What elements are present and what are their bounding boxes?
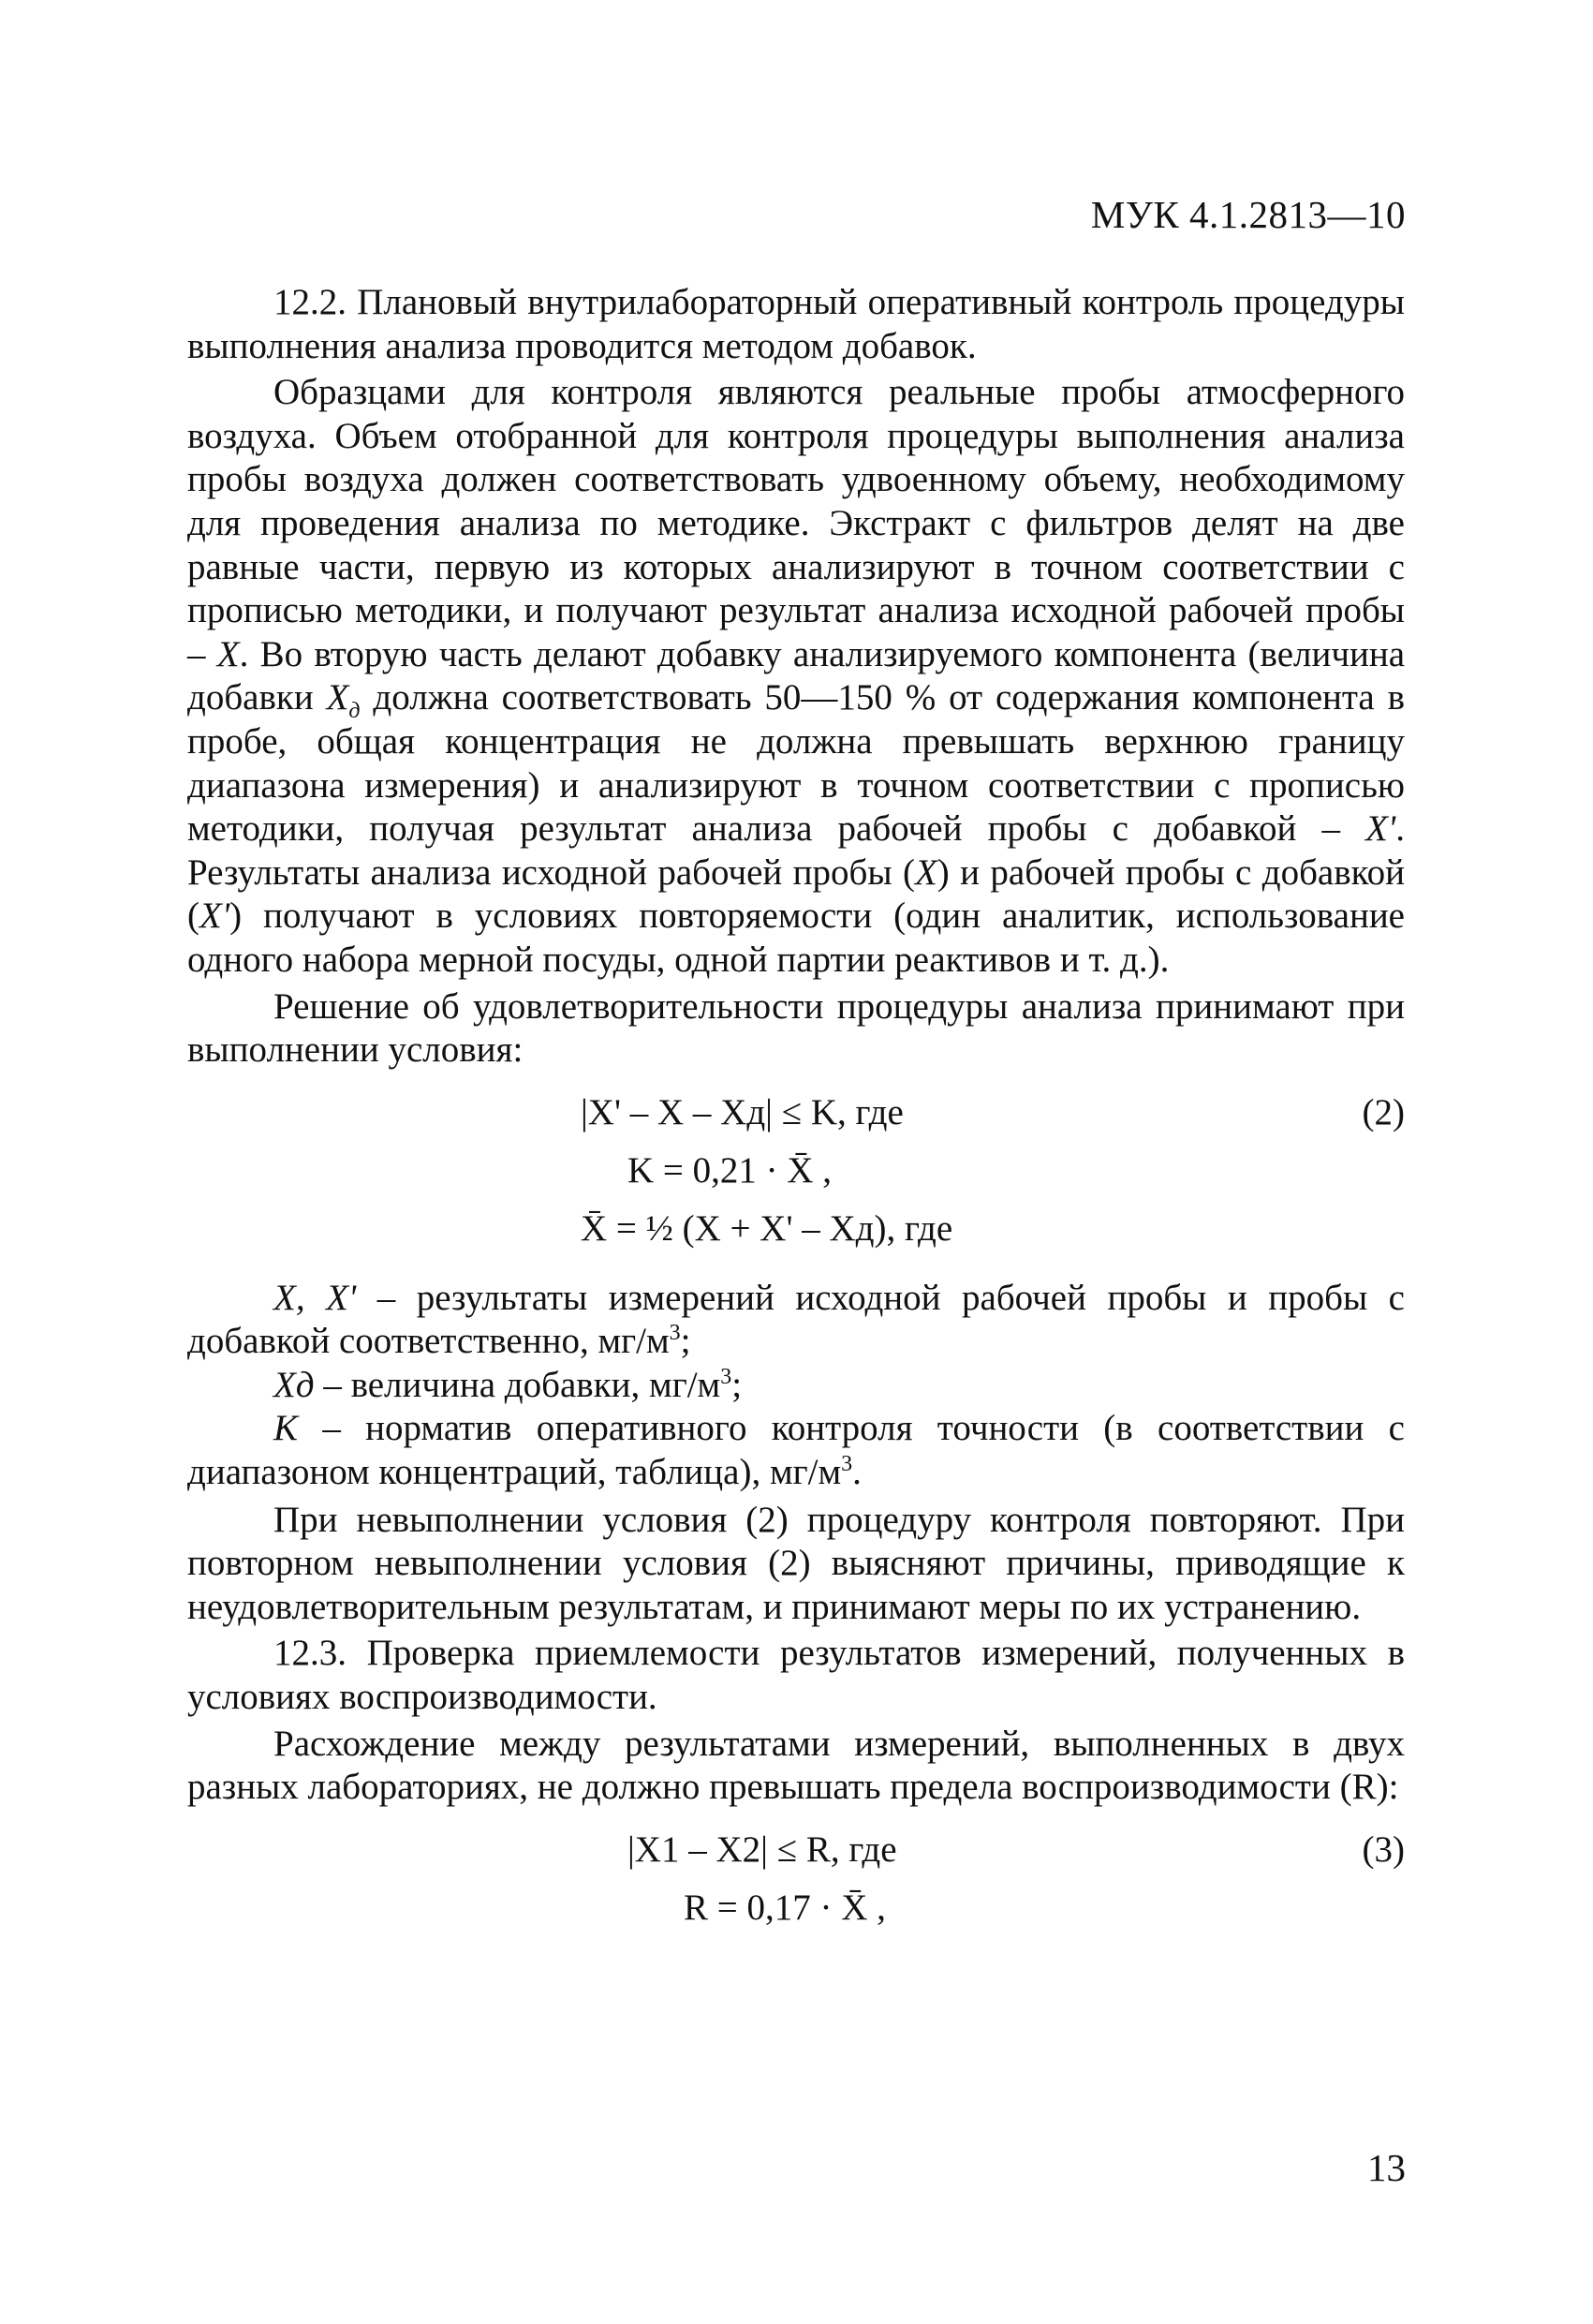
formula-2-block [187,1084,1405,1258]
formula-2-condition: |X' – X – Xд| ≤ K, где [581,1091,904,1132]
paragraph-discrepancy: Расхождение между результатами измерений, выполненных в двух разных лабораториях, не должно превышать предела воспроизводимости (R): [187,1723,1405,1808]
formula-2-line-1 [187,1084,1405,1142]
formula-3-line-1 [187,1821,1405,1879]
paragraph-repeat-control: При невыполнении условия (2) процедуру контроля повторяют. При повторном невыполнении условия (2) выясняют причины, приводящие к неудовлетворительным результатам, и принимают меры по их устранению. [187,1499,1405,1627]
symbol-x-prime: X' [199,896,230,937]
formula-3-r-definition: R = 0,17 · X̄ , [684,1887,886,1928]
symbol-x: X [914,851,937,893]
formula-2-k-definition: K = 0,21 · X̄ , [627,1149,833,1191]
paragraph-text: . Во вторую часть делают добавку анализируемого компонента (величина добавки [187,633,1406,718]
formula-2-number: (2) [1362,1091,1405,1132]
paragraph-text: Образцами для контроля являются реальные пробы атмосферного воздуха. Объем отобранной для контроля процедуры выполнения анализа пробы воздуха должен соответствовать удвоенному объему, необходимому для проведения анализа по методике. Экстракт с фильтров делят на две равные части, первую из которых анализируют в точном соответствии с прописью методики, и получают результат анализа исходной рабочей пробы – [187,372,1405,674]
symbol-x-add: $X_д$ [326,677,361,724]
formula-3-line-2 [187,1879,1405,1937]
paragraph-12-2: 12.2. Плановый внутрилабораторный оперативный контроль процедуры выполнения анализа проводится методом добавок. [187,282,1405,366]
paragraph-text: должна соответствовать 50—150 % от содержания компонента в пробе, общая концентрация не должна превышать верхнюю границу диапазона измерения) и анализируют в точном соответствии с прописью методики, получая результат анализа рабочей пробы с добавкой – [187,677,1405,850]
page-number: 13 [1367,2146,1406,2189]
symbol-x: X [216,633,240,674]
paragraph-text: ) получают в условиях повторяемости (один аналитик, использование одного набора мерной посуды, одной партии реактивов и т. д.). [187,896,1405,980]
page-body [187,281,1405,1956]
formula-3-block [187,1821,1405,1937]
paragraph-decision: Решение об удовлетворительности процедуры анализа принимают при выполнении условия: [187,985,1405,1071]
formula-3-number: (3) [1362,1828,1405,1870]
symbol-x-prime: X' [1365,808,1396,850]
paragraph-text: . Результаты анализа исходной рабочей пробы ( [187,808,1405,893]
paragraph-text: ) и рабочей пробы с добавкой ( [187,851,1405,937]
legend-item-k: K – норматив оперативного контроля точности (в соответствии с диапазоном концентраций, таблица), $мг/м^3$. [187,1408,1405,1493]
formula-2-line-2 [187,1142,1405,1200]
formula-2-mean-definition: X̄ = ½ (X + X' – Xд), где [581,1207,953,1249]
legend-item-x: X, X' – результаты измерений исходной рабочей пробы и пробы с добавкой соответственно, $мг/м^3$; [187,1277,1405,1362]
formula-3-condition: |X1 – X2| ≤ R, где [627,1828,897,1870]
legend-item-x-add: Xд – величина добавки, $мг/м^3$; [273,1364,743,1405]
formula-2-line-3 [187,1200,1405,1258]
document-code-header: МУК 4.1.2813—10 [1090,193,1406,236]
formula-2-legend [187,1277,1405,1495]
paragraph-control-samples [187,371,1405,982]
paragraph-12-3: 12.3. Проверка приемлемости результатов измерений, полученных в условиях воспроизводимости. [187,1633,1405,1718]
